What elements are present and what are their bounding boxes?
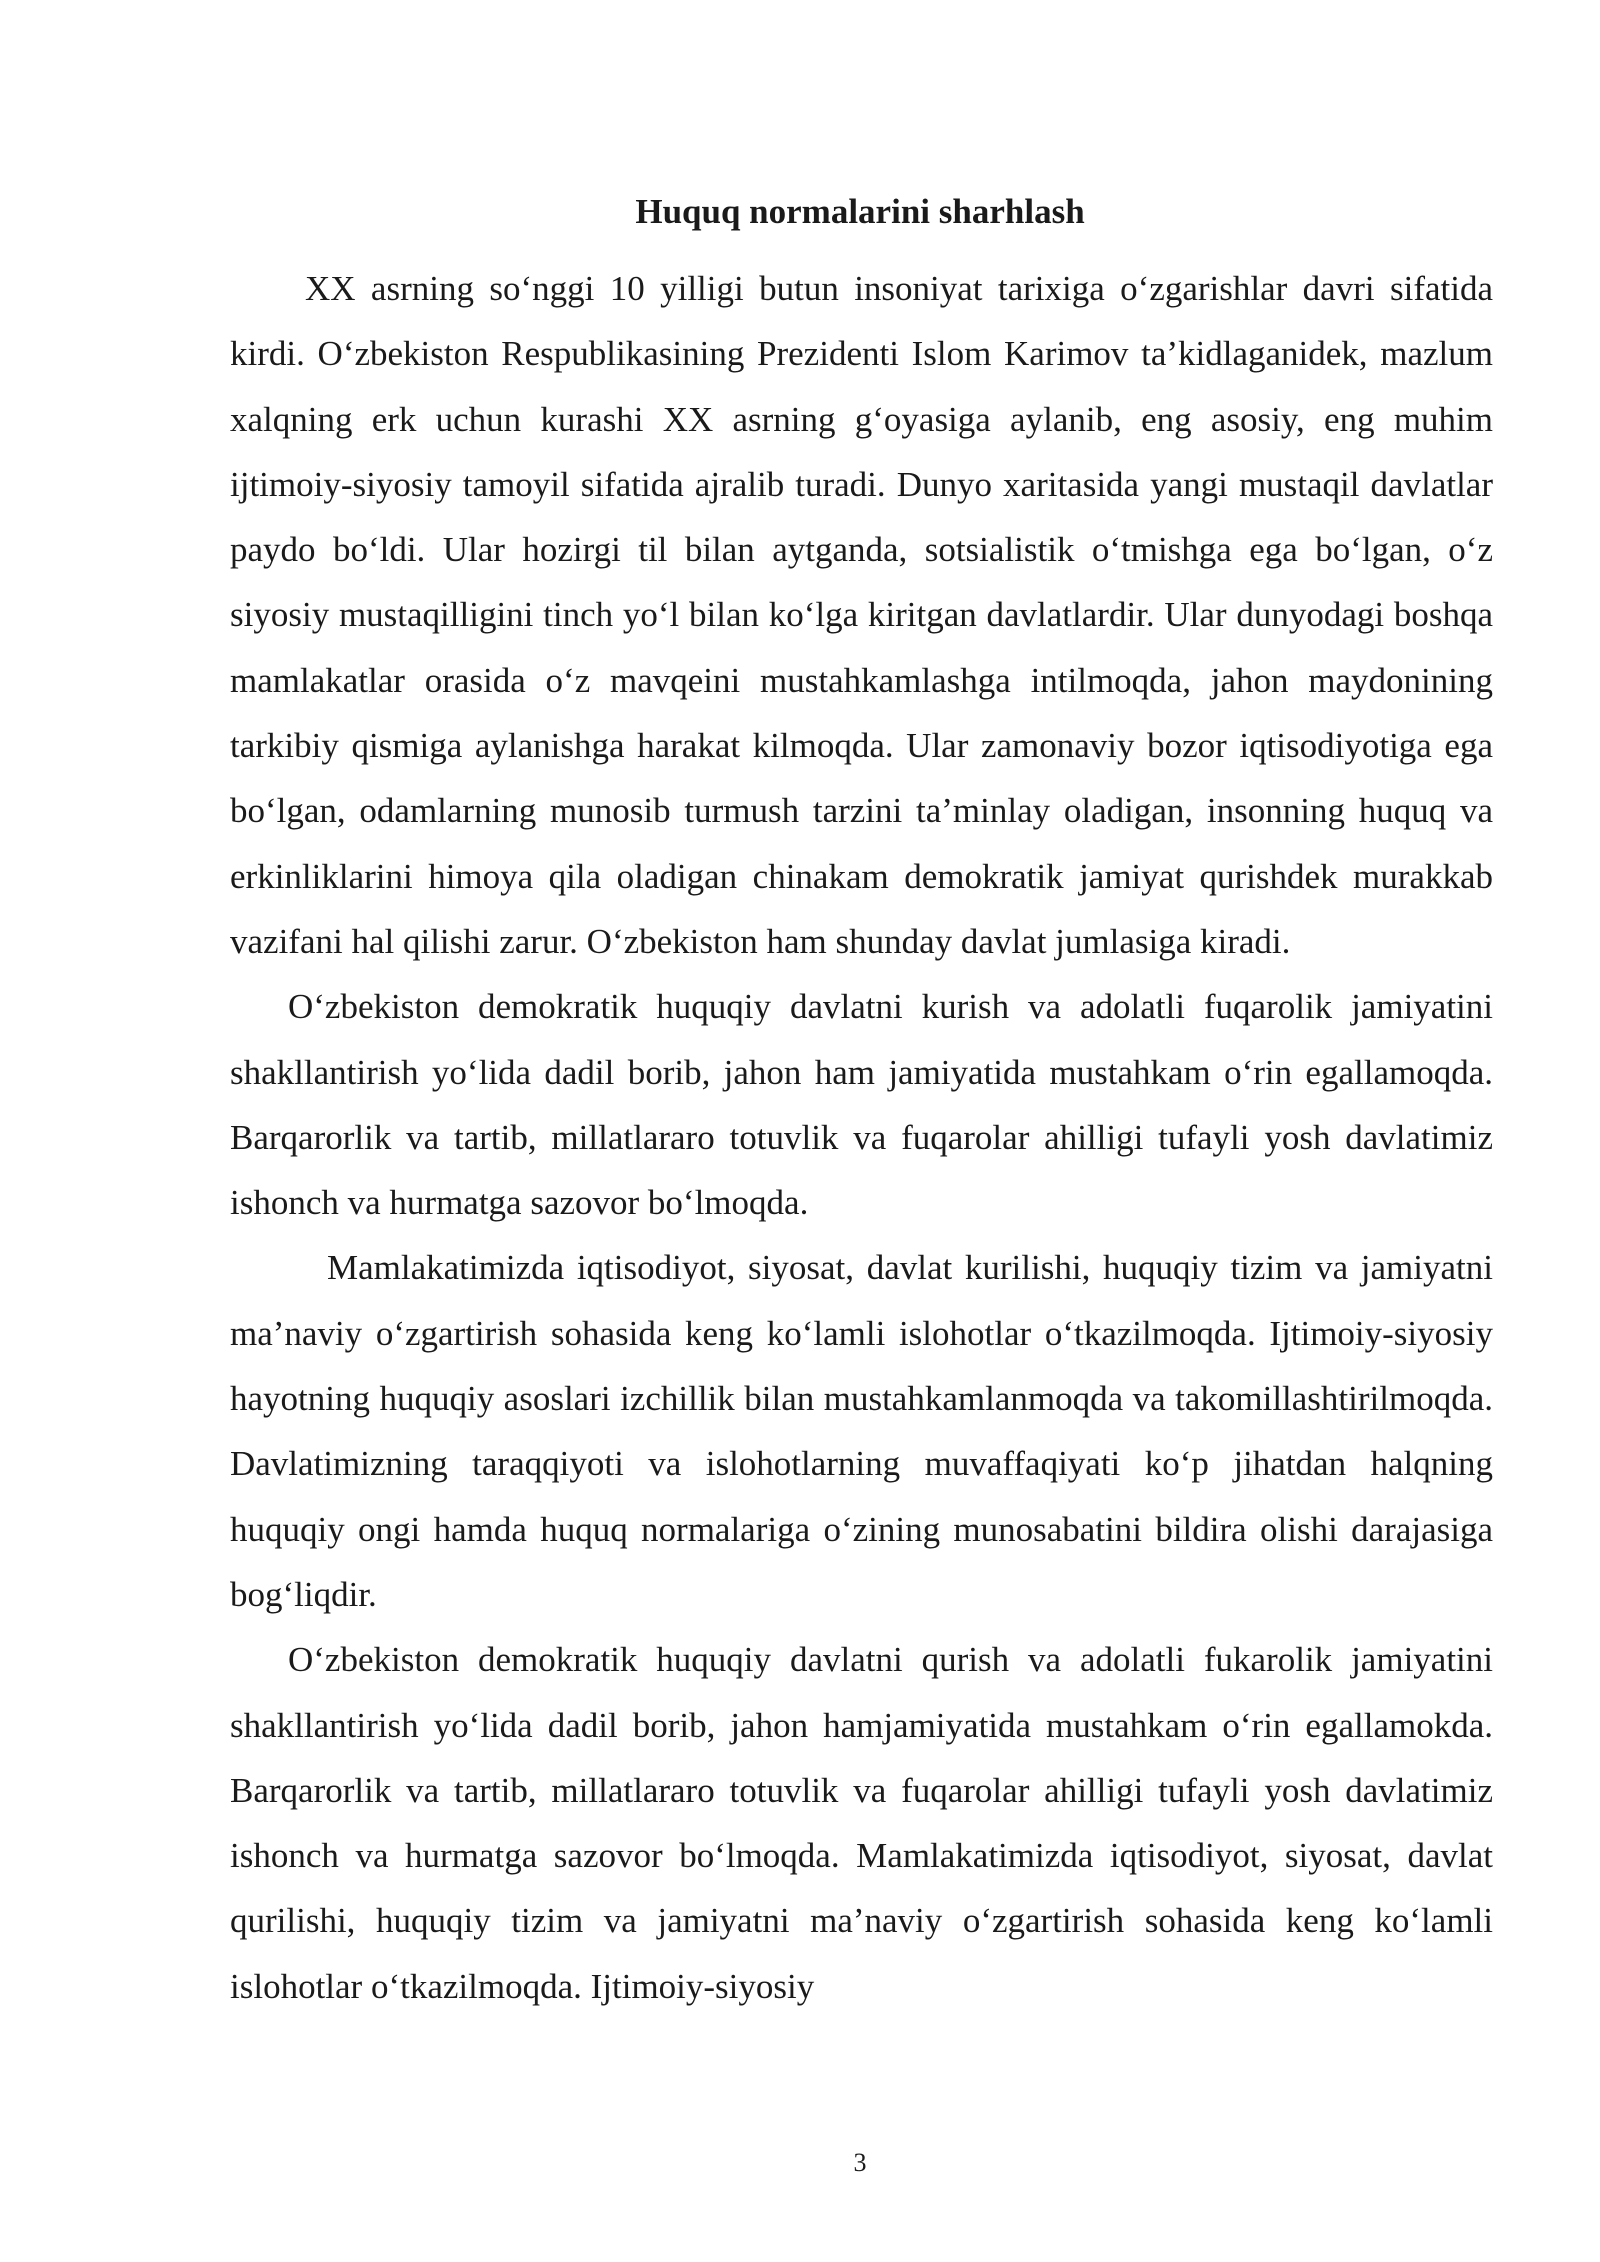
body-text (230, 256, 1493, 2019)
paragraph-1: XX asrning so‘nggi 10 yilligi butun insoniyat tarixiga o‘zgarishlar davri sifatida kirdi. O‘zbekiston Respublikasining Prezidenti Islom Karimov ta’kidlaganidek, mazlum xalqning erk uchun kurashi XX asrning g‘oyasiga aylanib, eng asosiy, eng muhim ijtimoiy-siyosiy tamoyil sifatida ajralib turadi. Dunyo xaritasida yangi mustaqil davlatlar paydo bo‘ldi. Ular hozirgi til bilan aytganda, sotsialistik o‘tmishga ega bo‘lgan, o‘z siyosiy mustaqilligini tinch yo‘l bilan ko‘lga kiritgan davlatlardir. Ular dunyodagi boshqa mamlakatlar orasida o‘z mavqeini mustahkamlashga intilmoqda, jahon maydonining tarkibiy qismiga aylanishga harakat kilmoqda. Ular zamonaviy bozor iqtisodiyotiga ega bo‘lgan, odamlarning munosib turmush tarzini ta’minlay oladigan, insonning huquq va erkinliklarini himoya qila oladigan chinakam demokratik jamiyat qurishdek murakkab vazifani hal qilishi zarur. O‘zbekiston ham shunday davlat jumlasiga kiradi. (230, 269, 1493, 961)
page-title: Huquq normalarini sharhlash (635, 192, 1085, 231)
paragraph-3: Mamlakatimizda iqtisodiyot, siyosat, davlat kurilishi, huquqiy tizim va jamiyatni ma’naviy o‘zgartirish sohasida keng ko‘lamli islohotlar o‘tkazilmoqda. Ijtimoiy-siyosiy hayotning huquqiy asoslari izchillik bilan mustahkamlanmoqda va takomillashtirilmoqda. Davlatimizning taraqqiyoti va islohotlarning muvaffaqiyati ko‘p jihatdan halqning huquqiy ongi hamda huquq normalariga o‘zining munosabatini bildira olishi darajasiga bog‘liqdir. (230, 1248, 1493, 1614)
page-number: 3 (853, 2148, 867, 2177)
paragraph-4: O‘zbekiston demokratik huquqiy davlatni qurish va adolatli fukarolik jamiyatini shakllantirish yo‘lida dadil borib, jahon hamjamiyatida mustahkam o‘rin egallamokda. Barqarorlik va tartib, millatlararo totuvlik va fuqarolar ahilligi tufayli yosh davlatimiz ishonch va hurmatga sazovor bo‘lmoqda. Mamlakatimizda iqtisodiyot, siyosat, davlat qurilishi, huquqiy tizim va jamiyatni ma’naviy o‘zgartirish sohasida keng ko‘lamli islohotlar o‘tkazilmoqda. Ijtimoiy-siyosiy (230, 1640, 1493, 2006)
paragraph-2: O‘zbekiston demokratik huquqiy davlatni kurish va adolatli fuqarolik jamiyatini shakllantirish yo‘lida dadil borib, jahon ham jamiyatida mustahkam o‘rin egallamoqda. Barqarorlik va tartib, millatlararo totuvlik va fuqarolar ahilligi tufayli yosh davlatimiz ishonch va hurmatga sazovor bo‘lmoqda. (230, 987, 1493, 1223)
